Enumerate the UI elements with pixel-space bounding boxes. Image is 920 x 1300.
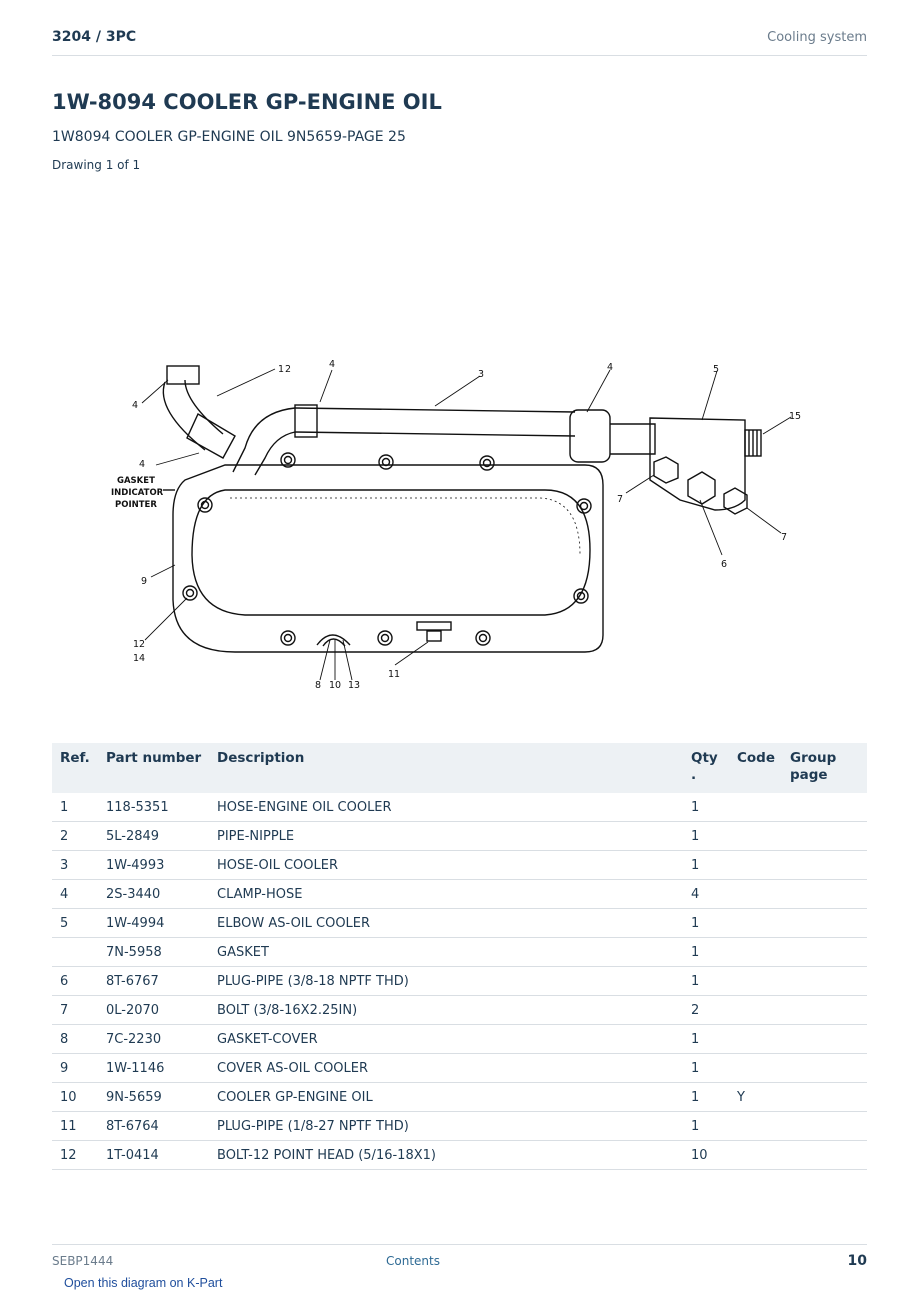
table-row: [52, 938, 867, 967]
cell-qty: 1: [683, 938, 729, 967]
cell-part: 2S-3440: [98, 880, 209, 909]
cell-desc: ELBOW AS-OIL COOLER: [209, 909, 683, 938]
table-row: [52, 1054, 867, 1083]
table-row: [52, 822, 867, 851]
callout-12: 12: [133, 639, 146, 650]
cell-part: 1W-4994: [98, 909, 209, 938]
cell-ref: 9: [52, 1054, 98, 1083]
cell-desc: COVER AS-OIL COOLER: [209, 1054, 683, 1083]
cell-part: 9N-5659: [98, 1083, 209, 1112]
cell-desc: PLUG-PIPE (3/8-18 NPTF THD): [209, 967, 683, 996]
cell-part: 1W-1146: [98, 1054, 209, 1083]
cell-group: [782, 793, 867, 822]
page-title: 1W-8094 COOLER GP-ENGINE OIL: [52, 90, 442, 114]
cell-qty: 1: [683, 1025, 729, 1054]
callout-8: 8: [315, 680, 322, 691]
section-name: Cooling system: [767, 30, 867, 45]
open-kpart-link[interactable]: Open this diagram on K-Part: [64, 1276, 223, 1290]
cell-code: [729, 822, 782, 851]
cell-ref: 11: [52, 1112, 98, 1141]
callout-7-right: 7: [781, 532, 788, 543]
gasket-label-line3: POINTER: [115, 500, 157, 510]
cell-desc: BOLT-12 POINT HEAD (5/16-18X1): [209, 1141, 683, 1170]
cell-group: [782, 822, 867, 851]
cell-desc: GASKET: [209, 938, 683, 967]
cell-part: 5L-2849: [98, 822, 209, 851]
cell-ref: 8: [52, 1025, 98, 1054]
cell-code: [729, 880, 782, 909]
cell-code: [729, 1054, 782, 1083]
drawing-count: Drawing 1 of 1: [52, 158, 141, 172]
oil-cooler-drawing: [95, 350, 815, 700]
callout-14: 14: [133, 653, 146, 664]
callout-4-mid: 4: [139, 459, 146, 470]
cell-desc: PLUG-PIPE (1/8-27 NPTF THD): [209, 1112, 683, 1141]
cell-group: [782, 880, 867, 909]
cell-qty: 10: [683, 1141, 729, 1170]
page-subtitle: 1W8094 COOLER GP-ENGINE OIL 9N5659-PAGE 25: [52, 129, 406, 145]
page-number: 10: [847, 1253, 867, 1269]
gasket-label-line2: INDICATOR: [111, 488, 164, 498]
cell-code: [729, 996, 782, 1025]
table-row: [52, 851, 867, 880]
callout-4-left: 4: [132, 400, 139, 411]
contents-link[interactable]: Contents: [386, 1254, 440, 1268]
cell-ref: [52, 938, 98, 967]
cell-qty: 1: [683, 1083, 729, 1112]
cell-qty: 1: [683, 1054, 729, 1083]
cell-code: Y: [729, 1083, 782, 1112]
cell-qty: 2: [683, 996, 729, 1025]
cell-part: 8T-6764: [98, 1112, 209, 1141]
callout-4-right: 4: [607, 362, 614, 373]
cell-ref: 5: [52, 909, 98, 938]
callout-5: 5: [713, 364, 720, 375]
callout-6: 6: [721, 559, 728, 570]
cell-code: [729, 909, 782, 938]
callout-4-top: 4: [329, 359, 336, 370]
cell-part: 8T-6767: [98, 967, 209, 996]
callout-3: 3: [478, 369, 485, 380]
parts-diagram: [95, 350, 815, 700]
cell-group: [782, 1112, 867, 1141]
table-row: [52, 793, 867, 822]
cell-group: [782, 1025, 867, 1054]
cell-desc: HOSE-ENGINE OIL COOLER: [209, 793, 683, 822]
cell-desc: PIPE-NIPPLE: [209, 822, 683, 851]
cell-part: 7N-5958: [98, 938, 209, 967]
cell-desc: BOLT (3/8-16X2.25IN): [209, 996, 683, 1025]
model-breadcrumb: 3204 / 3PC: [52, 29, 137, 45]
parts-table: [52, 743, 867, 1170]
table-row: [52, 909, 867, 938]
cell-qty: 1: [683, 822, 729, 851]
col-part-number: Part number: [106, 750, 202, 766]
table-row: [52, 967, 867, 996]
cell-part: 7C-2230: [98, 1025, 209, 1054]
callout-2: 2: [285, 364, 292, 375]
gasket-label-line1: GASKET: [117, 476, 155, 486]
cell-group: [782, 1054, 867, 1083]
cell-group: [782, 938, 867, 967]
cell-part: 1T-0414: [98, 1141, 209, 1170]
col-code: Code: [737, 750, 776, 766]
cell-qty: 1: [683, 967, 729, 996]
cell-group: [782, 996, 867, 1025]
cell-ref: 6: [52, 967, 98, 996]
callout-1: 1: [278, 364, 285, 375]
cell-ref: 1: [52, 793, 98, 822]
page-footer: [52, 1244, 867, 1275]
cell-qty: 1: [683, 909, 729, 938]
cell-desc: HOSE-OIL COOLER: [209, 851, 683, 880]
cell-ref: 3: [52, 851, 98, 880]
cell-ref: 2: [52, 822, 98, 851]
cell-code: [729, 938, 782, 967]
table-row: [52, 1141, 867, 1170]
cell-part: 1W-4993: [98, 851, 209, 880]
cell-group: [782, 1141, 867, 1170]
document-code: SEBP1444: [52, 1254, 114, 1268]
cell-desc: COOLER GP-ENGINE OIL: [209, 1083, 683, 1112]
callout-10: 10: [329, 680, 342, 691]
cell-part: 118-5351: [98, 793, 209, 822]
table-row: [52, 1112, 867, 1141]
cell-qty: 1: [683, 1112, 729, 1141]
cell-code: [729, 851, 782, 880]
table-header-row: [52, 743, 867, 793]
cell-desc: CLAMP-HOSE: [209, 880, 683, 909]
cell-group: [782, 909, 867, 938]
cell-desc: GASKET-COVER: [209, 1025, 683, 1054]
parts-table-body: [52, 793, 867, 1170]
cell-code: [729, 793, 782, 822]
cell-qty: 1: [683, 851, 729, 880]
cell-qty: 4: [683, 880, 729, 909]
cell-code: [729, 1141, 782, 1170]
cell-group: [782, 967, 867, 996]
cell-code: [729, 1025, 782, 1054]
cell-qty: 1: [683, 793, 729, 822]
cell-ref: 7: [52, 996, 98, 1025]
callout-9: 9: [141, 576, 148, 587]
col-group-page: Group page: [790, 750, 837, 783]
cell-code: [729, 1112, 782, 1141]
cell-group: [782, 851, 867, 880]
callout-13: 13: [348, 680, 361, 691]
table-row: [52, 1025, 867, 1054]
cell-ref: 4: [52, 880, 98, 909]
col-description: Description: [217, 750, 305, 766]
table-row: [52, 880, 867, 909]
cell-group: [782, 1083, 867, 1112]
page-header: [52, 28, 867, 56]
cell-code: [729, 967, 782, 996]
col-ref: Ref.: [60, 750, 90, 766]
table-row: [52, 1083, 867, 1112]
col-qty: Qty .: [691, 750, 718, 783]
callout-11: 11: [388, 669, 401, 680]
table-row: [52, 996, 867, 1025]
callout-15: 15: [789, 411, 802, 422]
cell-part: 0L-2070: [98, 996, 209, 1025]
callout-7-left: 7: [617, 494, 624, 505]
cell-ref: 10: [52, 1083, 98, 1112]
cell-ref: 12: [52, 1141, 98, 1170]
